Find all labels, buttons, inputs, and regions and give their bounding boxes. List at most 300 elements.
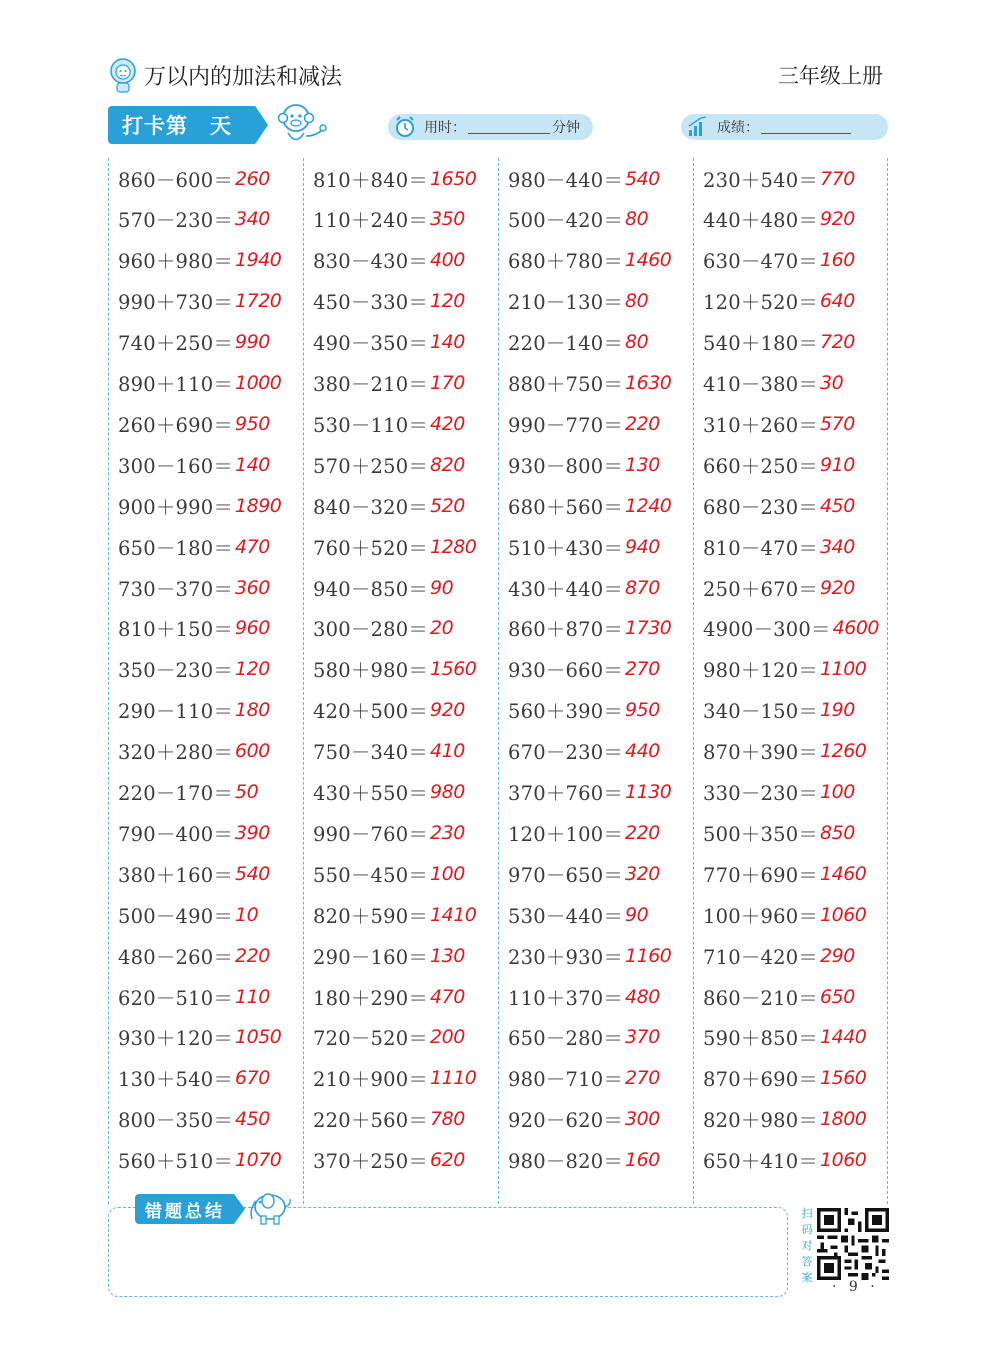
- problem-row: [703, 608, 879, 649]
- problem-row: [508, 485, 671, 526]
- problem-equation: 110＋370＝: [508, 986, 624, 1010]
- problem-equation: 970－650＝: [508, 863, 624, 887]
- problem-equation: 750－340＝: [313, 741, 429, 765]
- problem-row: [508, 976, 660, 1017]
- alarm-clock-icon: [392, 114, 418, 140]
- problem-row: [703, 567, 855, 608]
- problem-equation: 370＋250＝: [313, 1150, 429, 1174]
- problem-row: [508, 812, 660, 853]
- handwritten-answer[interactable]: 450: [235, 1108, 270, 1131]
- problem-row: [508, 1017, 660, 1058]
- problem-equation: 930＋120＝: [118, 1027, 234, 1051]
- handwritten-answer[interactable]: 960: [235, 617, 270, 640]
- handwritten-answer[interactable]: 440: [625, 740, 660, 763]
- problem-equation: 560＋390＝: [508, 700, 624, 724]
- problem-equation: 300－280＝: [313, 618, 429, 642]
- problem-row: [118, 281, 281, 322]
- problem-equation: 340－150＝: [703, 700, 819, 724]
- problem-equation: 820＋980＝: [703, 1109, 819, 1133]
- handwritten-answer[interactable]: 470: [430, 985, 465, 1008]
- problem-row: [313, 976, 465, 1017]
- handwritten-answer[interactable]: 1110: [430, 1067, 477, 1090]
- handwritten-answer[interactable]: 1440: [820, 1026, 867, 1049]
- handwritten-answer[interactable]: 80: [625, 290, 649, 313]
- problem-row: [703, 1099, 866, 1140]
- problem-row: [508, 567, 660, 608]
- handwritten-answer[interactable]: 1720: [235, 290, 282, 313]
- handwritten-answer[interactable]: 920: [820, 208, 855, 231]
- handwritten-answer[interactable]: 1460: [820, 862, 867, 885]
- problem-equation: 380＋160＝: [118, 863, 234, 887]
- problem-row: [313, 281, 465, 322]
- handwritten-answer[interactable]: 1060: [820, 903, 867, 926]
- problem-row: [313, 731, 465, 772]
- handwritten-answer[interactable]: 270: [625, 658, 660, 681]
- handwritten-answer[interactable]: 980: [430, 781, 465, 803]
- handwritten-answer[interactable]: 90: [625, 903, 649, 926]
- handwritten-answer[interactable]: 10: [235, 903, 259, 926]
- problem-equation: 220－140＝: [508, 332, 624, 356]
- handwritten-answer[interactable]: 940: [625, 535, 660, 558]
- elephant-icon: [246, 1187, 296, 1227]
- handwritten-answer[interactable]: 480: [625, 985, 660, 1008]
- problem-equation: 510＋430＝: [508, 536, 624, 560]
- score-label: 成绩：: [717, 120, 759, 136]
- handwritten-answer[interactable]: 340: [820, 535, 855, 558]
- time-blank[interactable]: [468, 120, 550, 134]
- problem-equation: 410－380＝: [703, 373, 819, 396]
- handwritten-answer[interactable]: 290: [820, 944, 855, 967]
- problem-equation: 500＋350＝: [703, 822, 819, 846]
- handwritten-answer[interactable]: 1160: [625, 944, 672, 967]
- handwritten-answer[interactable]: 470: [235, 535, 270, 558]
- handwritten-answer[interactable]: 620: [430, 1149, 465, 1172]
- problem-equation: 990－760＝: [313, 822, 429, 846]
- problem-row: [508, 772, 671, 813]
- checkin-tab: [108, 106, 280, 144]
- problem-row: [703, 649, 866, 690]
- handwritten-answer[interactable]: 130: [625, 453, 660, 476]
- handwritten-answer[interactable]: 350: [430, 208, 465, 231]
- problem-row: [703, 526, 855, 567]
- handwritten-answer[interactable]: 950: [235, 412, 270, 435]
- problem-row: [313, 935, 465, 976]
- problem-row: [703, 363, 843, 404]
- problem-row: [313, 649, 476, 690]
- problem-equation: 860－210＝: [703, 986, 819, 1010]
- time-field: [388, 114, 593, 140]
- handwritten-answer[interactable]: 450: [820, 494, 855, 517]
- problem-equation: 180＋290＝: [313, 986, 429, 1010]
- handwritten-answer[interactable]: 570: [820, 412, 855, 435]
- handwritten-answer[interactable]: 80: [625, 208, 649, 231]
- problem-equation: 930－800＝: [508, 454, 624, 478]
- problem-row: [118, 1058, 270, 1099]
- problem-equation: 820＋590＝: [313, 904, 429, 928]
- problem-equation: 940－850＝: [313, 577, 429, 601]
- problem-row: [703, 690, 855, 731]
- problem-equation: 540＋180＝: [703, 332, 819, 356]
- problem-row: [118, 322, 270, 363]
- problem-equation: 810－470＝: [703, 536, 819, 560]
- problem-row: [508, 199, 648, 240]
- problem-equation: 810＋840＝: [313, 168, 429, 192]
- handwritten-answer[interactable]: 920: [820, 576, 855, 599]
- problem-row: [118, 731, 270, 772]
- problem-row: [118, 403, 270, 444]
- problem-equation: 430＋550＝: [313, 782, 429, 805]
- problem-row: [703, 322, 855, 363]
- problem-equation: 930－660＝: [508, 659, 624, 683]
- problem-row: [313, 403, 465, 444]
- problem-row: [313, 158, 476, 199]
- handwritten-answer[interactable]: 320: [625, 862, 660, 885]
- problem-equation: 980－710＝: [508, 1068, 624, 1092]
- problem-equation: 880＋750＝: [508, 373, 624, 396]
- handwritten-answer[interactable]: 220: [625, 821, 660, 844]
- problem-equation: 630－470＝: [703, 250, 819, 274]
- grid-right-border: [887, 158, 888, 1204]
- column-divider: [693, 158, 694, 1204]
- problem-equation: 870＋390＝: [703, 741, 819, 765]
- handwritten-answer[interactable]: 270: [625, 1067, 660, 1090]
- problem-row: [118, 690, 270, 731]
- handwritten-answer[interactable]: 80: [625, 331, 649, 354]
- problem-equation: 860＋870＝: [508, 618, 624, 642]
- handwritten-answer[interactable]: 30: [820, 372, 844, 394]
- problem-row: [703, 1140, 866, 1181]
- problem-equation: 4900－300＝: [703, 618, 831, 642]
- page-title: 万以内的加法和减法: [144, 64, 343, 90]
- problem-row: [703, 935, 855, 976]
- problem-equation: 570＋250＝: [313, 454, 429, 478]
- handwritten-answer[interactable]: 950: [625, 699, 660, 722]
- monkey-mascot-icon: [276, 100, 328, 148]
- problem-equation: 120＋520＝: [703, 291, 819, 315]
- problem-equation: 790－400＝: [118, 822, 234, 846]
- handwritten-answer[interactable]: 20: [430, 617, 454, 640]
- handwritten-answer[interactable]: 1070: [235, 1149, 282, 1172]
- handwritten-answer[interactable]: 370: [625, 1026, 660, 1049]
- problem-equation: 980＋120＝: [703, 659, 819, 683]
- problem-equation: 440＋480＝: [703, 209, 819, 233]
- time-unit: 分钟: [552, 120, 580, 136]
- problem-equation: 980－820＝: [508, 1150, 624, 1174]
- problem-equation: 760＋520＝: [313, 536, 429, 560]
- problem-row: [313, 853, 465, 894]
- problem-equation: 380－210＝: [313, 373, 429, 396]
- problem-equation: 840－320＝: [313, 495, 429, 519]
- handwritten-answer[interactable]: 1260: [820, 740, 867, 763]
- problem-equation: 990＋730＝: [118, 291, 234, 315]
- problem-equation: 260＋690＝: [118, 413, 234, 437]
- handwritten-answer[interactable]: 720: [820, 331, 855, 354]
- handwritten-answer[interactable]: 170: [430, 372, 465, 394]
- problem-row: [703, 403, 855, 444]
- problem-equation: 210＋900＝: [313, 1068, 429, 1092]
- handwritten-answer[interactable]: 670: [235, 1067, 270, 1090]
- problem-row: [508, 526, 660, 567]
- handwritten-answer[interactable]: 230: [430, 821, 465, 844]
- problem-row: [313, 1099, 465, 1140]
- problem-row: [313, 812, 465, 853]
- problem-row: [313, 240, 465, 281]
- handwritten-answer[interactable]: 260: [235, 167, 270, 190]
- handwritten-answer[interactable]: 1240: [625, 494, 672, 517]
- problem-equation: 730－370＝: [118, 577, 234, 601]
- handwritten-answer[interactable]: 300: [625, 1108, 660, 1131]
- problem-row: [508, 363, 671, 404]
- problem-row: [313, 608, 453, 649]
- problem-equation: 670－230＝: [508, 741, 624, 765]
- problem-row: [313, 690, 465, 731]
- handwritten-answer[interactable]: 410: [430, 740, 465, 763]
- problem-equation: 230＋930＝: [508, 945, 624, 969]
- problem-row: [118, 649, 270, 690]
- mistakes-label: 错题总结: [145, 1202, 225, 1222]
- problem-equation: 550－450＝: [313, 863, 429, 887]
- problem-equation: 530－440＝: [508, 904, 624, 928]
- problem-equation: 220－170＝: [118, 782, 234, 805]
- problem-equation: 680＋780＝: [508, 250, 624, 274]
- problem-equation: 220＋560＝: [313, 1109, 429, 1133]
- handwritten-answer[interactable]: 850: [820, 821, 855, 844]
- grid-left-border: [108, 158, 109, 1204]
- grade-label: 三年级上册: [778, 64, 883, 88]
- handwritten-answer[interactable]: 1730: [625, 617, 672, 640]
- problem-row: [508, 649, 660, 690]
- problem-equation: 290－160＝: [313, 945, 429, 969]
- problem-row: [118, 772, 258, 813]
- handwritten-answer[interactable]: 1940: [235, 249, 282, 272]
- problem-equation: 320＋280＝: [118, 741, 234, 765]
- problem-row: [703, 976, 855, 1017]
- handwritten-answer[interactable]: 160: [625, 1149, 660, 1172]
- handwritten-answer[interactable]: 770: [820, 167, 855, 190]
- qr-code-icon[interactable]: [817, 1208, 889, 1280]
- problem-equation: 900＋990＝: [118, 495, 234, 519]
- handwritten-answer[interactable]: 1560: [820, 1067, 867, 1090]
- handwritten-answer[interactable]: 920: [430, 699, 465, 722]
- handwritten-answer[interactable]: 1460: [625, 249, 672, 272]
- problem-equation: 680＋560＝: [508, 495, 624, 519]
- problem-row: [703, 894, 866, 935]
- handwritten-answer[interactable]: 4600: [832, 617, 880, 640]
- handwritten-answer[interactable]: 1060: [820, 1149, 867, 1172]
- problem-equation: 650＋410＝: [703, 1150, 819, 1174]
- handwritten-answer[interactable]: 120: [430, 290, 465, 313]
- problem-equation: 810＋150＝: [118, 618, 234, 642]
- problem-row: [313, 444, 465, 485]
- score-blank[interactable]: [761, 120, 851, 134]
- problem-row: [118, 812, 270, 853]
- handwritten-answer[interactable]: 520: [430, 494, 465, 517]
- handwritten-answer[interactable]: 340: [235, 208, 270, 231]
- problem-equation: 120＋100＝: [508, 822, 624, 846]
- problem-equation: 420＋500＝: [313, 700, 429, 724]
- problem-row: [313, 199, 465, 240]
- problem-row: [508, 1140, 660, 1181]
- problem-equation: 870＋690＝: [703, 1068, 819, 1092]
- handwritten-answer[interactable]: 180: [235, 699, 270, 722]
- handwritten-answer[interactable]: 390: [235, 821, 270, 844]
- problem-row: [313, 363, 465, 404]
- problem-row: [508, 158, 660, 199]
- handwritten-answer[interactable]: 110: [235, 985, 270, 1008]
- problem-row: [118, 935, 270, 976]
- problem-equation: 680－230＝: [703, 495, 819, 519]
- handwritten-answer[interactable]: 600: [235, 740, 270, 763]
- handwritten-answer[interactable]: 200: [430, 1026, 465, 1049]
- problem-row: [703, 281, 855, 322]
- problem-row: [703, 158, 855, 199]
- problem-row: [313, 772, 465, 813]
- problem-row: [118, 608, 270, 649]
- problem-equation: 960＋980＝: [118, 250, 234, 274]
- handwritten-answer[interactable]: 1280: [430, 535, 477, 558]
- problem-row: [508, 690, 660, 731]
- problem-row: [313, 1058, 476, 1099]
- handwritten-answer[interactable]: 1630: [625, 372, 672, 394]
- handwritten-answer[interactable]: 50: [235, 781, 259, 803]
- handwritten-answer[interactable]: 780: [430, 1108, 465, 1131]
- problem-row: [313, 567, 453, 608]
- problem-row: [118, 853, 270, 894]
- problem-equation: 110＋240＝: [313, 209, 429, 233]
- handwritten-answer[interactable]: 1410: [430, 903, 477, 926]
- problem-row: [118, 526, 270, 567]
- score-field: [681, 114, 888, 140]
- problem-row: [508, 1099, 660, 1140]
- problem-equation: 720－520＝: [313, 1027, 429, 1051]
- handwritten-answer[interactable]: 1100: [820, 658, 867, 681]
- handwritten-answer[interactable]: 1050: [235, 1026, 282, 1049]
- handwritten-answer[interactable]: 1890: [235, 494, 282, 517]
- problem-row: [703, 772, 855, 813]
- problem-row: [118, 240, 281, 281]
- handwritten-answer[interactable]: 1650: [430, 167, 477, 190]
- problem-equation: 250＋670＝: [703, 577, 819, 601]
- handwritten-answer[interactable]: 220: [235, 944, 270, 967]
- problem-row: [313, 485, 465, 526]
- handwritten-answer[interactable]: 100: [430, 862, 465, 885]
- handwritten-answer[interactable]: 1000: [235, 372, 282, 394]
- problem-equation: 650－280＝: [508, 1027, 624, 1051]
- problem-equation: 130＋540＝: [118, 1068, 234, 1092]
- problem-row: [118, 894, 258, 935]
- problem-row: [508, 403, 660, 444]
- problem-equation: 620－510＝: [118, 986, 234, 1010]
- handwritten-answer[interactable]: 190: [820, 699, 855, 722]
- column-divider: [303, 158, 304, 1204]
- handwritten-answer[interactable]: 1800: [820, 1108, 867, 1131]
- problem-equation: 770＋690＝: [703, 863, 819, 887]
- problem-row: [118, 1017, 281, 1058]
- problem-row: [508, 608, 671, 649]
- problem-row: [703, 731, 866, 772]
- handwritten-answer[interactable]: 140: [430, 331, 465, 354]
- problem-equation: 890＋110＝: [118, 373, 234, 396]
- problem-row: [508, 281, 648, 322]
- problem-equation: 570－230＝: [118, 209, 234, 233]
- handwritten-answer[interactable]: 120: [235, 658, 270, 681]
- problem-equation: 800－350＝: [118, 1109, 234, 1133]
- problem-equation: 580＋980＝: [313, 659, 429, 683]
- handwritten-answer[interactable]: 400: [430, 249, 465, 272]
- handwritten-answer[interactable]: 820: [430, 453, 465, 476]
- problem-row: [703, 1017, 866, 1058]
- problem-equation: 530－110＝: [313, 413, 429, 437]
- problem-row: [313, 894, 476, 935]
- problem-row: [118, 1140, 281, 1181]
- handwritten-answer[interactable]: 90: [430, 576, 454, 599]
- problem-equation: 500－490＝: [118, 904, 234, 928]
- handwritten-answer[interactable]: 1130: [625, 781, 672, 803]
- problem-equation: 650－180＝: [118, 536, 234, 560]
- checkin-label: 打卡第 天: [122, 114, 232, 138]
- problem-row: [313, 1140, 465, 1181]
- problem-row: [703, 444, 855, 485]
- problem-row: [508, 444, 660, 485]
- problem-equation: 310＋260＝: [703, 413, 819, 437]
- handwritten-answer[interactable]: 990: [235, 331, 270, 354]
- lion-mascot-icon: [108, 57, 138, 93]
- problem-equation: 290－110＝: [118, 700, 234, 724]
- problem-equation: 660＋250＝: [703, 454, 819, 478]
- problem-row: [118, 485, 281, 526]
- handwritten-answer[interactable]: 540: [235, 862, 270, 885]
- problem-equation: 740＋250＝: [118, 332, 234, 356]
- problem-row: [118, 199, 270, 240]
- handwritten-answer[interactable]: 100: [820, 781, 855, 803]
- problem-row: [508, 240, 671, 281]
- handwritten-answer[interactable]: 420: [430, 412, 465, 435]
- bar-chart-icon: [685, 114, 711, 140]
- time-label: 用时：: [424, 120, 466, 136]
- handwritten-answer[interactable]: 650: [820, 985, 855, 1008]
- handwritten-answer[interactable]: 870: [625, 576, 660, 599]
- problem-row: [118, 158, 270, 199]
- problem-equation: 430＋440＝: [508, 577, 624, 601]
- problem-row: [313, 322, 465, 363]
- problem-equation: 370＋760＝: [508, 782, 624, 805]
- problem-equation: 990－770＝: [508, 413, 624, 437]
- handwritten-answer[interactable]: 220: [625, 412, 660, 435]
- problem-equation: 480－260＝: [118, 945, 234, 969]
- handwritten-answer[interactable]: 160: [820, 249, 855, 272]
- handwritten-answer[interactable]: 910: [820, 453, 855, 476]
- problem-equation: 450－330＝: [313, 291, 429, 315]
- handwritten-answer[interactable]: 130: [430, 944, 465, 967]
- problem-row: [508, 894, 648, 935]
- handwritten-answer[interactable]: 360: [235, 576, 270, 599]
- problem-equation: 500－420＝: [508, 209, 624, 233]
- problem-equation: 210－130＝: [508, 291, 624, 315]
- problem-row: [508, 322, 648, 363]
- header-title-group: [108, 55, 342, 95]
- problem-equation: 920－620＝: [508, 1109, 624, 1133]
- problem-equation: 230＋540＝: [703, 168, 819, 192]
- problem-equation: 350－230＝: [118, 659, 234, 683]
- handwritten-answer[interactable]: 140: [235, 453, 270, 476]
- handwritten-answer[interactable]: 1560: [430, 658, 477, 681]
- problem-equation: 710－420＝: [703, 945, 819, 969]
- problem-row: [508, 853, 660, 894]
- problem-equation: 860－600＝: [118, 168, 234, 192]
- handwritten-answer[interactable]: 640: [820, 290, 855, 313]
- problem-row: [703, 240, 855, 281]
- handwritten-answer[interactable]: 540: [625, 167, 660, 190]
